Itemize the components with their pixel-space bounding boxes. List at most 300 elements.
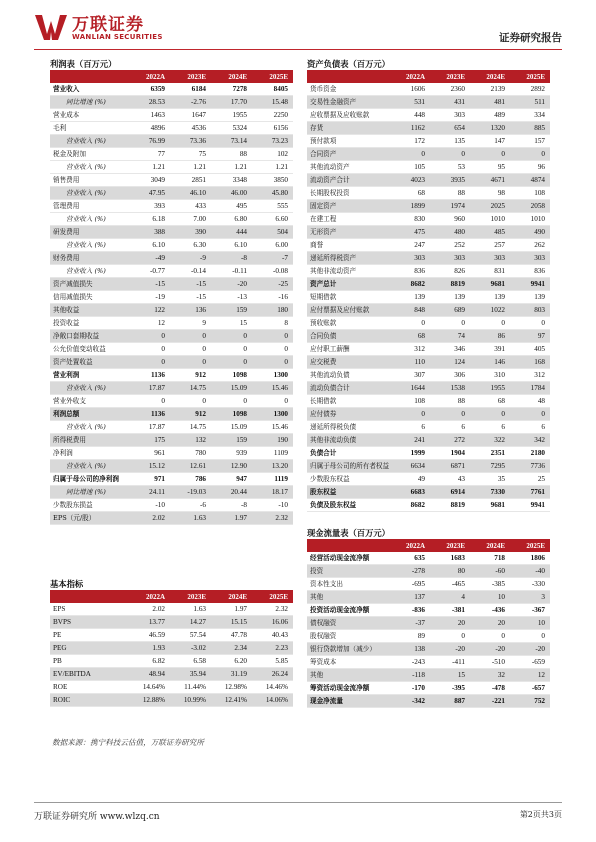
- value-cell: 2.32: [252, 512, 293, 525]
- row-label: 少数股东损益: [50, 499, 129, 512]
- income-statement-section: [50, 58, 293, 525]
- value-cell: 124: [430, 356, 470, 369]
- table-row: [307, 460, 550, 473]
- value-cell: -367: [510, 604, 550, 617]
- value-cell: -118: [390, 669, 430, 682]
- value-cell: 1999: [390, 447, 430, 460]
- value-cell: 1.21: [170, 161, 211, 174]
- value-cell: 6.82: [129, 655, 170, 668]
- table-row: [50, 603, 293, 616]
- year-header: 2024E: [470, 71, 510, 83]
- row-label: 货币资金: [307, 83, 390, 96]
- value-cell: 448: [390, 109, 430, 122]
- value-cell: -381: [430, 604, 470, 617]
- value-cell: 405: [510, 343, 550, 356]
- value-cell: 262: [510, 239, 550, 252]
- value-cell: 6.80: [211, 213, 252, 226]
- value-cell: 20: [470, 617, 510, 630]
- value-cell: 887: [430, 695, 470, 708]
- row-label: 交易性金融资产: [307, 96, 390, 109]
- value-cell: -278: [390, 565, 430, 578]
- value-cell: 132: [170, 434, 211, 447]
- value-cell: 73.36: [170, 135, 211, 148]
- value-cell: 32: [470, 669, 510, 682]
- year-header: 2023E: [170, 71, 211, 83]
- value-cell: 6634: [390, 460, 430, 473]
- value-cell: 312: [510, 369, 550, 382]
- value-cell: 388: [129, 226, 170, 239]
- value-cell: 342: [510, 434, 550, 447]
- value-cell: 555: [252, 200, 293, 213]
- value-cell: 7.00: [170, 213, 211, 226]
- balance-sheet-table: [307, 71, 550, 512]
- row-label: 合同负债: [307, 330, 390, 343]
- balance-sheet-body: [307, 83, 550, 512]
- value-cell: 4671: [470, 174, 510, 187]
- basic-indicators-title: 基本指标: [50, 578, 293, 591]
- value-cell: 96: [510, 161, 550, 174]
- table-row: [307, 434, 550, 447]
- table-row: [307, 447, 550, 460]
- value-cell: 1955: [211, 109, 252, 122]
- table-row: [307, 617, 550, 630]
- value-cell: 139: [390, 291, 430, 304]
- row-label: 长期借款: [307, 395, 390, 408]
- value-cell: -221: [470, 695, 510, 708]
- value-cell: 6: [470, 421, 510, 434]
- table-row: [50, 447, 293, 460]
- value-cell: 48.94: [129, 668, 170, 681]
- value-cell: 303: [510, 252, 550, 265]
- row-label: 营业收入 (%): [50, 213, 129, 226]
- value-cell: 0: [430, 408, 470, 421]
- value-cell: 108: [510, 187, 550, 200]
- value-cell: 0: [390, 317, 430, 330]
- value-cell: 836: [510, 265, 550, 278]
- header-label-cell: [50, 71, 129, 83]
- value-cell: 2180: [510, 447, 550, 460]
- value-cell: 1010: [510, 213, 550, 226]
- table-row: [50, 135, 293, 148]
- row-label: 税金及附加: [50, 148, 129, 161]
- value-cell: -15: [129, 278, 170, 291]
- row-label: 营业收入 (%): [50, 187, 129, 200]
- value-cell: 6871: [430, 460, 470, 473]
- row-label: 负债合计: [307, 447, 390, 460]
- value-cell: 137: [390, 591, 430, 604]
- value-cell: 3935: [430, 174, 470, 187]
- row-label: 资产减值损失: [50, 278, 129, 291]
- value-cell: 0: [211, 330, 252, 343]
- row-label: 负债及股东权益: [307, 499, 390, 512]
- value-cell: 49: [390, 473, 430, 486]
- value-cell: 635: [390, 552, 430, 565]
- value-cell: 1320: [470, 122, 510, 135]
- value-cell: -3.02: [170, 642, 211, 655]
- value-cell: 272: [430, 434, 470, 447]
- row-label: PEG: [50, 642, 129, 655]
- value-cell: -25: [252, 278, 293, 291]
- value-cell: 135: [430, 135, 470, 148]
- value-cell: -16: [252, 291, 293, 304]
- table-row: [307, 226, 550, 239]
- value-cell: 139: [470, 291, 510, 304]
- value-cell: 12.61: [170, 460, 211, 473]
- value-cell: 1.97: [211, 512, 252, 525]
- value-cell: -411: [430, 656, 470, 669]
- value-cell: -20: [430, 643, 470, 656]
- value-cell: 73.23: [252, 135, 293, 148]
- row-label: 同比增速 (%): [50, 96, 129, 109]
- table-row: [307, 395, 550, 408]
- ratios-header-row: [50, 591, 293, 603]
- row-label: 无形资产: [307, 226, 390, 239]
- value-cell: 10.99%: [170, 694, 211, 707]
- value-cell: 0: [211, 343, 252, 356]
- table-row: [307, 83, 550, 96]
- row-label: PE: [50, 629, 129, 642]
- basic-indicators-section: [50, 578, 293, 707]
- row-label: 同比增速 (%): [50, 486, 129, 499]
- value-cell: 433: [170, 200, 211, 213]
- table-row: [50, 343, 293, 356]
- table-row: [307, 278, 550, 291]
- value-cell: 3049: [129, 174, 170, 187]
- value-cell: 2351: [470, 447, 510, 460]
- value-cell: 2851: [170, 174, 211, 187]
- value-cell: 7736: [510, 460, 550, 473]
- value-cell: 1300: [252, 369, 293, 382]
- table-row: [307, 109, 550, 122]
- row-label: ROE: [50, 681, 129, 694]
- row-label: 营业收入 (%): [50, 460, 129, 473]
- wanlian-logo-icon: [34, 12, 68, 42]
- value-cell: 11.44%: [170, 681, 211, 694]
- table-row: [307, 643, 550, 656]
- table-row: [307, 135, 550, 148]
- table-row: [50, 460, 293, 473]
- value-cell: 2892: [510, 83, 550, 96]
- value-cell: 45.80: [252, 187, 293, 200]
- row-label: 管理费用: [50, 200, 129, 213]
- value-cell: 6683: [390, 486, 430, 499]
- row-label: 存货: [307, 122, 390, 135]
- value-cell: 0: [170, 356, 211, 369]
- value-cell: 3348: [211, 174, 252, 187]
- value-cell: 53: [430, 161, 470, 174]
- value-cell: 35.94: [170, 668, 211, 681]
- report-type-label: 证券研究报告: [499, 32, 562, 44]
- table-row: [307, 148, 550, 161]
- value-cell: 1463: [129, 109, 170, 122]
- value-cell: 12.98%: [211, 681, 252, 694]
- value-cell: 2.34: [211, 642, 252, 655]
- year-header: 2024E: [211, 591, 252, 603]
- row-label: 短期借款: [307, 291, 390, 304]
- basic-indicators-table: [50, 591, 293, 707]
- table-row: [50, 83, 293, 96]
- value-cell: 14.06%: [252, 694, 293, 707]
- table-row: [50, 109, 293, 122]
- row-label: 债权融资: [307, 617, 390, 630]
- row-label: EPS（元/股）: [50, 512, 129, 525]
- year-header: 2022A: [129, 591, 170, 603]
- value-cell: 7295: [470, 460, 510, 473]
- value-cell: 531: [390, 96, 430, 109]
- row-label: PB: [50, 655, 129, 668]
- table-row: [50, 616, 293, 629]
- value-cell: 28.53: [129, 96, 170, 109]
- value-cell: 43: [430, 473, 470, 486]
- table-row: [307, 695, 550, 708]
- row-label: 营业收入 (%): [50, 161, 129, 174]
- value-cell: 122: [129, 304, 170, 317]
- value-cell: 1136: [129, 369, 170, 382]
- value-cell: 1.63: [170, 603, 211, 616]
- table-row: [50, 655, 293, 668]
- table-row: [50, 395, 293, 408]
- value-cell: 46.10: [170, 187, 211, 200]
- table-row: [307, 304, 550, 317]
- table-row: [50, 486, 293, 499]
- value-cell: 307: [390, 369, 430, 382]
- value-cell: 0: [510, 630, 550, 643]
- value-cell: 6.18: [129, 213, 170, 226]
- company-logo: [34, 10, 194, 46]
- value-cell: 0: [470, 317, 510, 330]
- value-cell: 14.64%: [129, 681, 170, 694]
- value-cell: 6.20: [211, 655, 252, 668]
- value-cell: 88: [211, 148, 252, 161]
- data-source-note: 数据来源：携宁科技云估值，万联证券研究所: [52, 738, 204, 747]
- row-label: 营业利润: [50, 369, 129, 382]
- value-cell: -342: [390, 695, 430, 708]
- table-row: [307, 265, 550, 278]
- row-label: 财务费用: [50, 252, 129, 265]
- table-row: [50, 265, 293, 278]
- row-label: 股东权益: [307, 486, 390, 499]
- value-cell: 1.63: [170, 512, 211, 525]
- value-cell: -330: [510, 578, 550, 591]
- value-cell: 485: [470, 226, 510, 239]
- value-cell: 431: [430, 96, 470, 109]
- value-cell: 1119: [252, 473, 293, 486]
- value-cell: 159: [211, 434, 252, 447]
- table-row: [307, 317, 550, 330]
- value-cell: 1974: [430, 200, 470, 213]
- value-cell: 3: [510, 591, 550, 604]
- value-cell: 6.10: [211, 239, 252, 252]
- value-cell: 689: [430, 304, 470, 317]
- row-label: 预收账款: [307, 317, 390, 330]
- value-cell: 15.09: [211, 421, 252, 434]
- value-cell: 15.15: [211, 616, 252, 629]
- value-cell: 6.00: [252, 239, 293, 252]
- value-cell: 1136: [129, 408, 170, 421]
- value-cell: 780: [170, 447, 211, 460]
- value-cell: 97: [510, 330, 550, 343]
- value-cell: -436: [470, 604, 510, 617]
- value-cell: 4536: [170, 122, 211, 135]
- value-cell: 175: [129, 434, 170, 447]
- value-cell: 9681: [470, 499, 510, 512]
- row-label: 应收票据及应收账款: [307, 109, 390, 122]
- value-cell: 0: [129, 356, 170, 369]
- value-cell: 489: [470, 109, 510, 122]
- year-header: 2024E: [470, 540, 510, 552]
- value-cell: 390: [170, 226, 211, 239]
- value-cell: 0: [129, 343, 170, 356]
- value-cell: 15: [430, 669, 470, 682]
- row-label: 营业收入 (%): [50, 382, 129, 395]
- value-cell: 2.02: [129, 603, 170, 616]
- value-cell: 14.75: [170, 421, 211, 434]
- value-cell: 6.60: [252, 213, 293, 226]
- value-cell: 138: [390, 643, 430, 656]
- value-cell: 2360: [430, 83, 470, 96]
- value-cell: 168: [510, 356, 550, 369]
- row-label: 利润总额: [50, 408, 129, 421]
- value-cell: -510: [470, 656, 510, 669]
- table-row: [307, 565, 550, 578]
- value-cell: 322: [470, 434, 510, 447]
- row-label: 其他流动资产: [307, 161, 390, 174]
- page-footer: [34, 802, 562, 822]
- value-cell: 136: [170, 304, 211, 317]
- value-cell: 102: [252, 148, 293, 161]
- row-label: 预付款项: [307, 135, 390, 148]
- table-row: [50, 642, 293, 655]
- value-cell: 139: [430, 291, 470, 304]
- value-cell: 5.85: [252, 655, 293, 668]
- balance-sheet-section: [307, 58, 550, 512]
- value-cell: 848: [390, 304, 430, 317]
- table-row: [307, 200, 550, 213]
- value-cell: 15.09: [211, 382, 252, 395]
- value-cell: 20: [430, 617, 470, 630]
- value-cell: -695: [390, 578, 430, 591]
- row-label: 其他非流动资产: [307, 265, 390, 278]
- value-cell: 35: [470, 473, 510, 486]
- value-cell: -0.11: [211, 265, 252, 278]
- value-cell: 40.43: [252, 629, 293, 642]
- row-label: 净敞口套期收益: [50, 330, 129, 343]
- value-cell: 511: [510, 96, 550, 109]
- table-row: [50, 187, 293, 200]
- value-cell: 912: [170, 369, 211, 382]
- value-cell: 6184: [170, 83, 211, 96]
- value-cell: 393: [129, 200, 170, 213]
- table-row: [50, 161, 293, 174]
- value-cell: 2.23: [252, 642, 293, 655]
- table-row: [307, 552, 550, 565]
- page-header: [34, 10, 562, 50]
- row-label: 归属于母公司的所有者权益: [307, 460, 390, 473]
- value-cell: 17.70: [211, 96, 252, 109]
- row-label: 信用减值损失: [50, 291, 129, 304]
- value-cell: 12: [129, 317, 170, 330]
- value-cell: 0: [170, 343, 211, 356]
- header-label-cell: [307, 540, 390, 552]
- value-cell: 480: [430, 226, 470, 239]
- value-cell: -836: [390, 604, 430, 617]
- value-cell: 831: [470, 265, 510, 278]
- value-cell: 475: [390, 226, 430, 239]
- table-row: [307, 161, 550, 174]
- value-cell: 4: [430, 591, 470, 604]
- value-cell: 13.20: [252, 460, 293, 473]
- value-cell: 1606: [390, 83, 430, 96]
- year-header: 2024E: [211, 71, 252, 83]
- value-cell: 180: [252, 304, 293, 317]
- value-cell: 2025: [470, 200, 510, 213]
- value-cell: 9: [170, 317, 211, 330]
- table-row: [307, 382, 550, 395]
- row-label: 筹资成本: [307, 656, 390, 669]
- value-cell: 0: [470, 148, 510, 161]
- value-cell: 257: [470, 239, 510, 252]
- value-cell: 0: [170, 395, 211, 408]
- table-row: [307, 122, 550, 135]
- value-cell: 303: [430, 109, 470, 122]
- table-row: [307, 252, 550, 265]
- value-cell: 0: [510, 317, 550, 330]
- table-row: [50, 317, 293, 330]
- year-header: 2022A: [390, 71, 430, 83]
- value-cell: 1955: [470, 382, 510, 395]
- value-cell: 1.93: [129, 642, 170, 655]
- value-cell: 7330: [470, 486, 510, 499]
- value-cell: 17.87: [129, 382, 170, 395]
- value-cell: 1109: [252, 447, 293, 460]
- value-cell: 8819: [430, 278, 470, 291]
- value-cell: 6.10: [129, 239, 170, 252]
- value-cell: 0: [390, 408, 430, 421]
- value-cell: 0: [430, 317, 470, 330]
- table-row: [50, 473, 293, 486]
- value-cell: -243: [390, 656, 430, 669]
- value-cell: 48: [510, 395, 550, 408]
- row-label: BVPS: [50, 616, 129, 629]
- row-label: ROIC: [50, 694, 129, 707]
- value-cell: 6156: [252, 122, 293, 135]
- row-label: 在建工程: [307, 213, 390, 226]
- value-cell: 172: [390, 135, 430, 148]
- row-label: 营业收入 (%): [50, 239, 129, 252]
- value-cell: 2139: [470, 83, 510, 96]
- value-cell: 0: [170, 330, 211, 343]
- value-cell: 10: [470, 591, 510, 604]
- value-cell: 654: [430, 122, 470, 135]
- value-cell: 0: [430, 630, 470, 643]
- value-cell: 752: [510, 695, 550, 708]
- value-cell: -10: [252, 499, 293, 512]
- value-cell: 826: [430, 265, 470, 278]
- value-cell: 6: [430, 421, 470, 434]
- value-cell: 0: [470, 630, 510, 643]
- value-cell: 1647: [170, 109, 211, 122]
- value-cell: 786: [170, 473, 211, 486]
- table-row: [307, 356, 550, 369]
- row-label: 其他收益: [50, 304, 129, 317]
- value-cell: 310: [470, 369, 510, 382]
- value-cell: -657: [510, 682, 550, 695]
- value-cell: 1300: [252, 408, 293, 421]
- income-statement-body: [50, 83, 293, 525]
- value-cell: -395: [430, 682, 470, 695]
- table-row: [307, 578, 550, 591]
- table-row: [307, 369, 550, 382]
